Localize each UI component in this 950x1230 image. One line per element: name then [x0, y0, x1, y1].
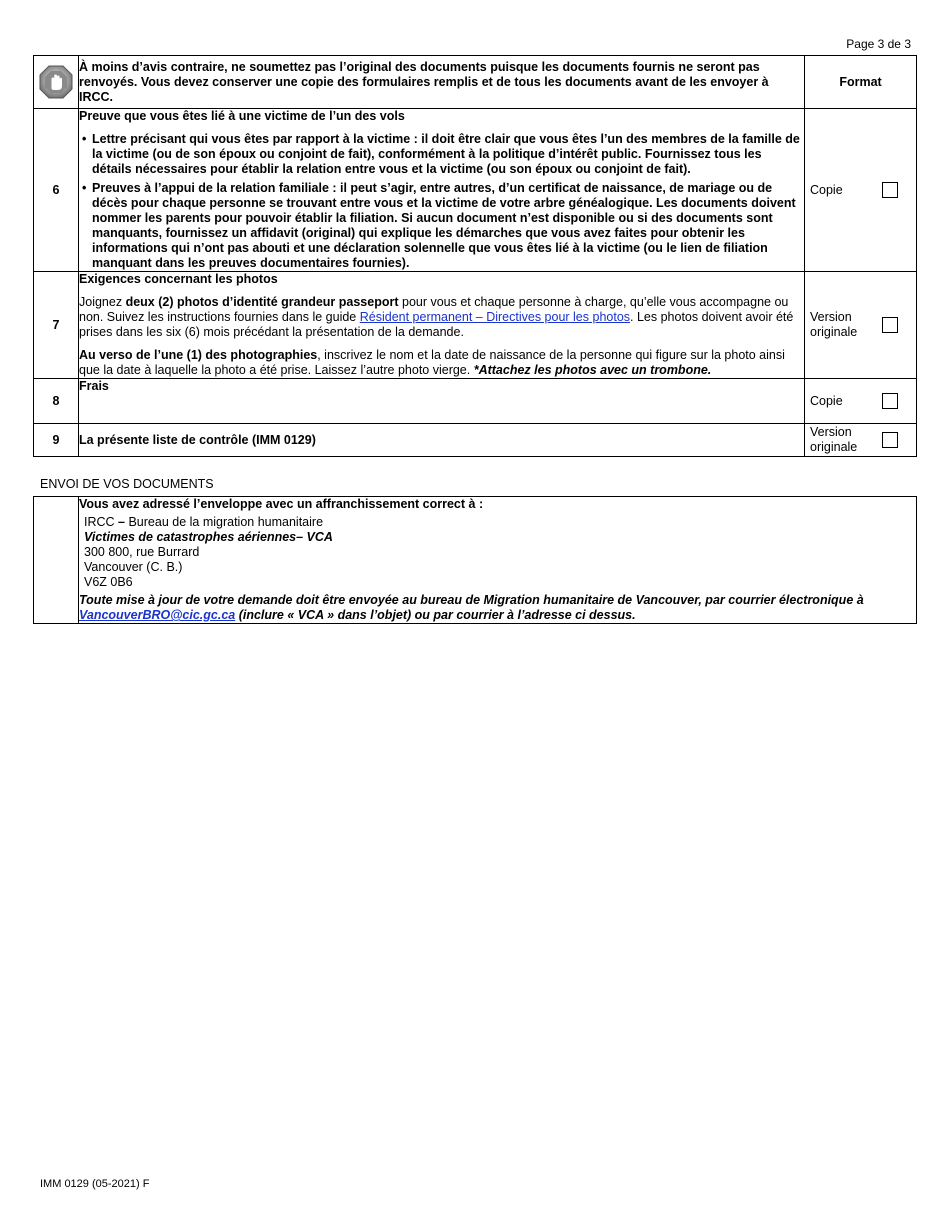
- mailing-address: [79, 515, 916, 590]
- table-row: [34, 379, 917, 424]
- text: pour vous et chaque personne à charge, qu’elle vous accompagne ou non. Suivez les instructions fournies dans le guide: [79, 295, 789, 324]
- row-number: 8: [34, 379, 79, 424]
- row-number: 7: [34, 272, 79, 379]
- row-7-content: [79, 272, 805, 379]
- sending-blank-cell: [34, 497, 79, 624]
- header-notice: À moins d’avis contraire, ne soumettez pas l’original des documents puisque les documents fournis ne seront pas renvoyés. Vous devez conserver une copie des formulaires remplis et de tous les documents avant de les envoyer à IRCC.: [79, 56, 805, 109]
- text: Joignez: [79, 295, 126, 309]
- text-bold: Au verso de l’une (1) des photographies: [79, 348, 318, 362]
- page-number: Page 3 de 3: [846, 37, 911, 51]
- row-9-title: La présente liste de contrôle (IMM 0129): [79, 424, 805, 457]
- list-item: • Lettre précisant qui vous êtes par rapport à la victime : il doit être clair que vous êtes l’un des membres de la famille de la victime (ou de son époux ou conjoint de fait), conformément à la politique d’intérêt public. Fournissez tous les détails nécessaires pour établir la relation entre vous et la victime (ou son époux ou conjoint de fait).: [79, 132, 804, 177]
- checklist-table: [33, 55, 917, 457]
- address-line-street: 300 800, rue Burrard: [84, 545, 200, 559]
- icon-cell: [34, 56, 79, 109]
- email-link[interactable]: VancouverBRO@cic.gc.ca: [79, 608, 236, 622]
- format-cell: [805, 424, 917, 457]
- format-label: Copie: [810, 182, 843, 197]
- address-line-city: Vancouver (C. B.): [84, 560, 183, 574]
- table-row: [34, 109, 917, 272]
- photo-guide-link[interactable]: Résident permanent – Directives pour les photos: [359, 310, 631, 324]
- sending-table: [33, 496, 917, 624]
- format-cell: [805, 379, 917, 424]
- row-6-bullets: [79, 132, 804, 271]
- row-6-title: Preuve que vous êtes lié à une victime de l’un des vols: [79, 109, 405, 123]
- address-line-org: [84, 515, 916, 530]
- text: , inscrivez le nom et la date de naissance de la personne qui figure sur la photo ainsi que la date à laquelle la photo a été prise. Laissez l’autre photo vierge.: [79, 348, 785, 377]
- table-row: [34, 424, 917, 457]
- row-7-paragraph-1: [79, 295, 804, 340]
- text: (inclure « VCA » dans l’objet) ou par courrier à l’adresse ci dessus.: [235, 608, 636, 622]
- text: Toute mise à jour de votre demande doit être envoyée au bureau de Migration humanitaire de Vancouver, par courrier électronique à: [79, 593, 864, 607]
- format-label: Version originale: [810, 425, 858, 454]
- row-number: 9: [34, 424, 79, 457]
- row-7-checkbox[interactable]: [882, 317, 898, 333]
- text-bold: –: [114, 515, 129, 529]
- text-bold-italic: *Attachez les photos avec un trombone.: [473, 363, 712, 377]
- address-line-postal: V6Z 0B6: [84, 575, 133, 589]
- table-row: [34, 272, 917, 379]
- stop-sign-icon: [39, 65, 73, 99]
- format-label: Version originale: [810, 310, 858, 339]
- row-7-title: Exigences concernant les photos: [79, 272, 278, 286]
- text: . Les photos doivent avoir été prises dans les six (6) mois précédant la présentation de la demande.: [79, 310, 794, 339]
- format-header: Format: [805, 56, 917, 109]
- sending-question: Vous avez adressé l’enveloppe avec un affranchissement correct à :: [79, 497, 484, 511]
- section-heading: ENVOI DE VOS DOCUMENTS: [40, 477, 214, 491]
- text-bold: deux (2) photos d’identité grandeur passeport: [125, 295, 399, 309]
- row-9-checkbox[interactable]: [882, 432, 898, 448]
- sending-row: [34, 497, 917, 624]
- row-6-content: [79, 109, 805, 272]
- row-8-checkbox[interactable]: [882, 393, 898, 409]
- header-row: [34, 56, 917, 109]
- format-label: Copie: [810, 393, 843, 408]
- text: IRCC: [84, 515, 115, 529]
- address-line-program: Victimes de catastrophes aériennes– VCA: [84, 530, 333, 544]
- format-cell: [805, 272, 917, 379]
- row-6-checkbox[interactable]: [882, 182, 898, 198]
- sending-content: [79, 497, 917, 624]
- format-cell: [805, 109, 917, 272]
- row-8-title: Frais: [79, 379, 805, 424]
- text: Bureau de la migration humanitaire: [128, 515, 324, 529]
- row-7-paragraph-2: [79, 348, 804, 378]
- form-code: IMM 0129 (05-2021) F: [40, 1178, 150, 1190]
- row-number: 6: [34, 109, 79, 272]
- list-item: • Preuves à l’appui de la relation familiale : il peut s’agir, entre autres, d’un certificat de naissance, de mariage ou de décès pour chaque personne se trouvant entre vous et la victime de votre arbre généalogique. Les documents doivent nommer les parents pour pouvoir établir la filiation. Si aucun document n’est disponible ou si des documents sont manquants, fournissez un affidavit (original) qui explique les démarches que vous avez faites pour obtenir les informations qui n’ont pas abouti et une déclaration solennelle que vous êtes lié à la victime (ou le lien de filiation manquant dans les preuves documentaires fournies).: [79, 181, 804, 271]
- sending-note: [79, 593, 916, 623]
